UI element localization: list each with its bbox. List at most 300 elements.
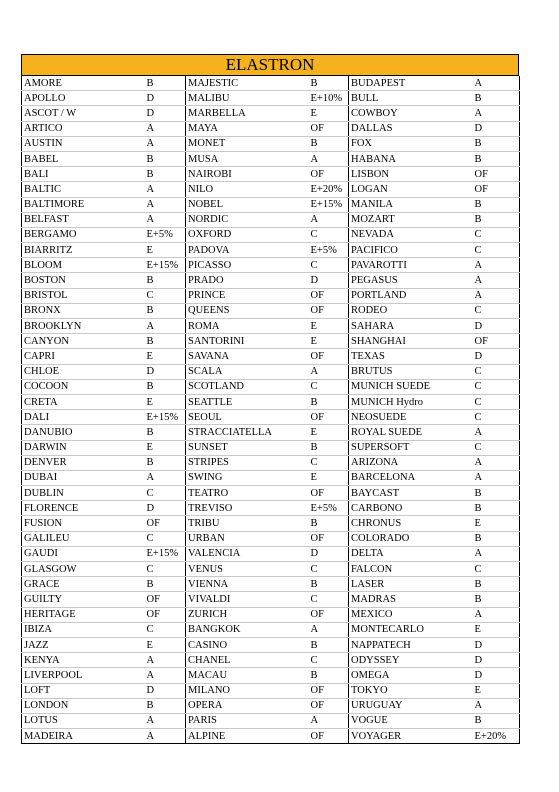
collection-name: COLORADO	[349, 531, 472, 546]
collection-name: AUSTIN	[22, 136, 144, 151]
collection-name: DALLAS	[349, 121, 472, 136]
collection-name: BLOOM	[22, 258, 144, 273]
table-row	[22, 334, 520, 349]
price-group-code: B	[308, 577, 349, 592]
collection-name: PEGASUS	[349, 273, 472, 288]
collection-name: URBAN	[186, 531, 308, 546]
price-group-code: B	[144, 273, 186, 288]
price-group-code: E+15%	[144, 546, 186, 561]
table-row	[22, 516, 520, 531]
table-row	[22, 637, 520, 652]
table-row	[22, 394, 520, 409]
collection-name: MARBELLA	[186, 106, 308, 121]
collection-name: GAUDI	[22, 546, 144, 561]
table-row	[22, 273, 520, 288]
price-group-code: D	[472, 653, 520, 668]
price-group-code: OF	[308, 683, 349, 698]
collection-name: MUNICH SUEDE	[349, 379, 472, 394]
collection-name: BELFAST	[22, 212, 144, 227]
price-group-code: C	[308, 592, 349, 607]
collection-name: SCALA	[186, 364, 308, 379]
collection-name: HERITAGE	[22, 607, 144, 622]
collection-name: MANILA	[349, 197, 472, 212]
price-group-code: E	[472, 516, 520, 531]
price-group-code: A	[144, 470, 186, 485]
price-group-code: B	[144, 455, 186, 470]
collection-name: DENVER	[22, 455, 144, 470]
price-group-code: OF	[308, 349, 349, 364]
price-group-code: OF	[308, 410, 349, 425]
table-row	[22, 364, 520, 379]
collection-name: DARWIN	[22, 440, 144, 455]
collection-name: OPERA	[186, 698, 308, 713]
collection-name: SEATTLE	[186, 394, 308, 409]
collection-name: LOTUS	[22, 713, 144, 728]
price-group-code: E	[308, 319, 349, 334]
price-group-code: E+20%	[308, 182, 349, 197]
price-group-code: A	[144, 319, 186, 334]
collection-name: NAPPATECH	[349, 637, 472, 652]
collection-name: ODYSSEY	[349, 653, 472, 668]
price-group-code: B	[308, 394, 349, 409]
collection-name: ZURICH	[186, 607, 308, 622]
price-group-code: OF	[308, 167, 349, 182]
collection-name: BAYCAST	[349, 486, 472, 501]
collection-name: SWING	[186, 470, 308, 485]
table-row	[22, 349, 520, 364]
collection-name: GRACE	[22, 577, 144, 592]
price-group-code: A	[144, 653, 186, 668]
collection-name: ASCOT / W	[22, 106, 144, 121]
collection-name: MILANO	[186, 683, 308, 698]
price-group-code: OF	[308, 531, 349, 546]
collection-name: ROMA	[186, 319, 308, 334]
table-row	[22, 227, 520, 242]
price-group-code: A	[144, 713, 186, 728]
price-group-code: E+15%	[308, 197, 349, 212]
collection-name: MUSA	[186, 151, 308, 166]
table-row	[22, 455, 520, 470]
table-row	[22, 531, 520, 546]
table-row	[22, 151, 520, 166]
table-row	[22, 212, 520, 227]
collection-name: DALI	[22, 410, 144, 425]
table-row	[22, 486, 520, 501]
price-group-code: D	[144, 106, 186, 121]
collection-name: LISBON	[349, 167, 472, 182]
collection-name: ARIZONA	[349, 455, 472, 470]
price-group-code: B	[472, 713, 520, 728]
price-group-code: B	[308, 637, 349, 652]
collection-name: MAYA	[186, 121, 308, 136]
price-group-code: B	[308, 76, 349, 91]
collection-name: MOZART	[349, 212, 472, 227]
price-group-code: D	[144, 683, 186, 698]
price-group-sheet	[21, 54, 519, 744]
price-group-code: C	[472, 243, 520, 258]
collection-name: LIVERPOOL	[22, 668, 144, 683]
collection-name: CHRONUS	[349, 516, 472, 531]
table-row	[22, 258, 520, 273]
collection-name: MONET	[186, 136, 308, 151]
price-group-code: A	[144, 668, 186, 683]
collection-name: NOBEL	[186, 197, 308, 212]
collection-name: MADEIRA	[24, 730, 73, 742]
price-group-code: D	[472, 121, 520, 136]
price-group-code: B	[472, 136, 520, 151]
price-group-code: E	[144, 440, 186, 455]
price-group-code: OF	[472, 182, 520, 197]
collection-name: STRACCIATELLA	[186, 425, 308, 440]
price-group-code: B	[472, 531, 520, 546]
collection-name: BALI	[22, 167, 144, 182]
collection-name: VOGUE	[349, 713, 472, 728]
price-group-code: D	[308, 273, 349, 288]
price-group-code: C	[472, 227, 520, 242]
collection-name: LASER	[349, 577, 472, 592]
collection-name: CANYON	[22, 334, 144, 349]
collection-name: TREVISO	[186, 501, 308, 516]
price-group-code: C	[472, 410, 520, 425]
price-group-code: E	[144, 349, 186, 364]
price-group-code: B	[472, 486, 520, 501]
collection-name: SUNSET	[186, 440, 308, 455]
price-group-code: C	[472, 379, 520, 394]
collection-name: NORDIC	[186, 212, 308, 227]
price-group-code: A	[144, 121, 186, 136]
price-group-code: D	[144, 91, 186, 106]
price-group-code: E+5%	[308, 243, 349, 258]
price-group-code: E	[308, 106, 349, 121]
price-group-code: A	[308, 212, 349, 227]
price-group-code: B	[144, 379, 186, 394]
collection-name: VIENNA	[186, 577, 308, 592]
table-row	[22, 303, 520, 318]
table-row	[22, 683, 520, 698]
table-row	[22, 562, 520, 577]
table-row	[22, 379, 520, 394]
collection-name: DELTA	[349, 546, 472, 561]
price-group-code: B	[472, 212, 520, 227]
collection-name: BUDAPEST	[349, 76, 472, 91]
collection-name: MAJESTIC	[186, 76, 308, 91]
price-group-code: B	[472, 91, 520, 106]
collection-name: GLASGOW	[22, 562, 144, 577]
collection-name: SCOTLAND	[186, 379, 308, 394]
price-group-code: C	[308, 653, 349, 668]
price-group-code: B	[472, 197, 520, 212]
collection-name: CHANEL	[186, 653, 308, 668]
collection-name: ARTICO	[22, 121, 144, 136]
collection-name: TRIBU	[186, 516, 308, 531]
table-row	[22, 425, 520, 440]
price-group-code: A	[472, 607, 520, 622]
price-group-code: OF	[308, 288, 349, 303]
collection-name: OMEGA	[349, 668, 472, 683]
price-group-code: B	[472, 592, 520, 607]
collection-name: SEOUL	[186, 410, 308, 425]
table-row	[22, 577, 520, 592]
collection-name: MEXICO	[349, 607, 472, 622]
collection-name: LOGAN	[349, 182, 472, 197]
price-group-code: E	[308, 425, 349, 440]
collection-name: VENUS	[186, 562, 308, 577]
collection-table	[21, 76, 520, 744]
price-group-code: C	[308, 227, 349, 242]
price-group-code: D	[472, 319, 520, 334]
collection-name: CARBONO	[349, 501, 472, 516]
collection-name: COWBOY	[349, 106, 472, 121]
collection-name: SAHARA	[349, 319, 472, 334]
collection-name: PARIS	[186, 713, 308, 728]
price-group-code: D	[144, 501, 186, 516]
collection-name: OXFORD	[186, 227, 308, 242]
collection-name: GUILTY	[22, 592, 144, 607]
collection-name: SUPERSOFT	[349, 440, 472, 455]
price-group-code: A	[144, 182, 186, 197]
collection-name: CHLOE	[22, 364, 144, 379]
collection-name: RODEO	[349, 303, 472, 318]
price-group-code: C	[472, 303, 520, 318]
price-group-code: C	[472, 364, 520, 379]
collection-name: MUNICH Hydro	[349, 394, 472, 409]
table-row	[22, 713, 520, 728]
price-group-code: A	[308, 622, 349, 637]
price-group-code: A	[472, 258, 520, 273]
collection-name: BABEL	[22, 151, 144, 166]
price-group-code: A	[472, 76, 520, 91]
collection-name: BROOKLYN	[22, 319, 144, 334]
collection-name: PADOVA	[186, 243, 308, 258]
collection-name: COCOON	[22, 379, 144, 394]
collection-name: STRIPES	[186, 455, 308, 470]
price-group-code: A	[472, 273, 520, 288]
collection-name: SAVANA	[186, 349, 308, 364]
price-group-code: C	[144, 622, 186, 637]
collection-name: MALIBU	[186, 91, 308, 106]
collection-name: JAZZ	[22, 637, 144, 652]
price-group-code: OF	[472, 334, 520, 349]
price-group-code: E+5%	[308, 501, 349, 516]
collection-name: PRADO	[186, 273, 308, 288]
price-group-code: OF	[144, 607, 186, 622]
price-group-code: A	[472, 455, 520, 470]
price-group-code: C	[308, 379, 349, 394]
price-group-code: C	[308, 258, 349, 273]
price-group-code: E	[472, 622, 520, 637]
collection-name: HABANA	[349, 151, 472, 166]
price-group-code: E	[308, 334, 349, 349]
collection-name: BIARRITZ	[22, 243, 144, 258]
table-row	[22, 243, 520, 258]
price-group-code: C	[472, 394, 520, 409]
price-group-code: OF	[308, 303, 349, 318]
collection-name: NEOSUEDE	[349, 410, 472, 425]
collection-name: FALCON	[349, 562, 472, 577]
collection-name: BERGAMO	[22, 227, 144, 242]
price-group-code: E	[308, 470, 349, 485]
table-row	[22, 197, 520, 212]
price-group-code: B	[144, 698, 186, 713]
price-group-code: E	[472, 683, 520, 698]
price-group-code: A	[308, 151, 349, 166]
table-row	[22, 440, 520, 455]
table-row	[22, 592, 520, 607]
price-group-code: B	[308, 516, 349, 531]
table-row	[22, 319, 520, 334]
collection-name: MACAU	[186, 668, 308, 683]
price-group-code: A	[472, 288, 520, 303]
table-row	[22, 546, 520, 561]
price-group-code: B	[144, 303, 186, 318]
collection-name: TEATRO	[186, 486, 308, 501]
price-group-code: B	[144, 76, 186, 91]
table-row	[22, 607, 520, 622]
collection-name: VIVALDI	[186, 592, 308, 607]
price-group-code: B	[308, 440, 349, 455]
price-group-code: A	[308, 364, 349, 379]
collection-name: NEVADA	[349, 227, 472, 242]
price-group-code: E+15%	[144, 258, 186, 273]
price-group-code: B	[144, 151, 186, 166]
collection-name: DUBLIN	[22, 486, 144, 501]
price-group-code: D	[472, 637, 520, 652]
price-group-code: E	[144, 637, 186, 652]
price-group-code: C	[144, 562, 186, 577]
price-group-code: B	[472, 577, 520, 592]
price-group-code: D	[472, 668, 520, 683]
collection-name: ROYAL SUEDE	[349, 425, 472, 440]
price-group-code: C	[308, 455, 349, 470]
price-group-code: A	[144, 136, 186, 151]
collection-name: PORTLAND	[349, 288, 472, 303]
price-group-code: OF	[308, 121, 349, 136]
sheet-title: ELASTRON	[21, 54, 519, 76]
collection-name: PACIFICO	[349, 243, 472, 258]
table-row	[22, 622, 520, 637]
price-group-code: C	[308, 562, 349, 577]
table-row	[22, 182, 520, 197]
collection-name: TOKYO	[349, 683, 472, 698]
price-group-code: A	[472, 698, 520, 713]
collection-name: NILO	[186, 182, 308, 197]
price-group-code: OF	[308, 698, 349, 713]
collection-name: FOX	[349, 136, 472, 151]
collection-name: BOSTON	[22, 273, 144, 288]
collection-name: BRISTOL	[22, 288, 144, 303]
price-group-code: C	[144, 288, 186, 303]
price-group-code: E+20%	[474, 730, 507, 742]
table-row	[22, 136, 520, 151]
collection-name: AMORE	[22, 76, 144, 91]
collection-name: IBIZA	[22, 622, 144, 637]
collection-name: NAIROBI	[186, 167, 308, 182]
collection-name: DUBAI	[22, 470, 144, 485]
collection-name: BRONX	[22, 303, 144, 318]
collection-name: PRINCE	[186, 288, 308, 303]
price-group-code: E	[144, 243, 186, 258]
collection-name: LONDON	[22, 698, 144, 713]
price-group-code: B	[472, 151, 520, 166]
collection-name: CRETA	[22, 394, 144, 409]
price-group-code: C	[472, 440, 520, 455]
collection-name: SHANGHAI	[349, 334, 472, 349]
table-row	[22, 501, 520, 516]
collection-name: DANUBIO	[22, 425, 144, 440]
price-group-code: E+10%	[308, 91, 349, 106]
price-group-code: E	[144, 394, 186, 409]
table-row	[22, 76, 520, 91]
table-row	[22, 729, 520, 744]
price-group-code: A	[144, 197, 186, 212]
price-group-code: A	[472, 106, 520, 121]
collection-name: BULL	[349, 91, 472, 106]
collection-name: BARCELONA	[349, 470, 472, 485]
price-group-code: B	[144, 425, 186, 440]
collection-name: TEXAS	[349, 349, 472, 364]
collection-name: FUSION	[22, 516, 144, 531]
price-group-code: D	[472, 349, 520, 364]
price-group-code: OF	[310, 730, 324, 742]
price-group-code: C	[472, 562, 520, 577]
price-group-code: B	[144, 167, 186, 182]
collection-name: FLORENCE	[22, 501, 144, 516]
table-row	[22, 698, 520, 713]
price-group-code: B	[308, 136, 349, 151]
price-group-code: A	[308, 713, 349, 728]
collection-name: BALTIC	[22, 182, 144, 197]
price-group-code: B	[144, 577, 186, 592]
collection-name: QUEENS	[186, 303, 308, 318]
price-group-code: A	[472, 546, 520, 561]
price-group-code: OF	[308, 486, 349, 501]
price-group-code: B	[144, 334, 186, 349]
price-group-code: A	[144, 212, 186, 227]
collection-name: PICASSO	[186, 258, 308, 273]
price-group-code: A	[472, 425, 520, 440]
price-group-code: OF	[144, 516, 186, 531]
price-group-code: E+5%	[144, 227, 186, 242]
price-group-code: C	[144, 486, 186, 501]
collection-name: VALENCIA	[186, 546, 308, 561]
price-group-code: OF	[144, 592, 186, 607]
table-row	[22, 470, 520, 485]
table-row	[22, 410, 520, 425]
price-group-code: A	[146, 730, 155, 742]
collection-name: BALTIMORE	[22, 197, 144, 212]
collection-name: CAPRI	[22, 349, 144, 364]
price-group-code: B	[308, 668, 349, 683]
price-group-code: D	[308, 546, 349, 561]
collection-name: ALPINE	[186, 729, 308, 744]
collection-name: APOLLO	[22, 91, 144, 106]
collection-name: MONTECARLO	[349, 622, 472, 637]
collection-name: KENYA	[22, 653, 144, 668]
price-group-code: OF	[308, 607, 349, 622]
table-row	[22, 91, 520, 106]
table-row	[22, 668, 520, 683]
collection-name: VOYAGER	[349, 729, 472, 744]
price-group-code: C	[144, 531, 186, 546]
table-row	[22, 121, 520, 136]
collection-name: PAVAROTTI	[349, 258, 472, 273]
collection-name: CASINO	[186, 637, 308, 652]
collection-name: MADRAS	[349, 592, 472, 607]
price-group-code: B	[472, 501, 520, 516]
collection-name: LOFT	[22, 683, 144, 698]
collection-name: BRUTUS	[349, 364, 472, 379]
table-row	[22, 288, 520, 303]
